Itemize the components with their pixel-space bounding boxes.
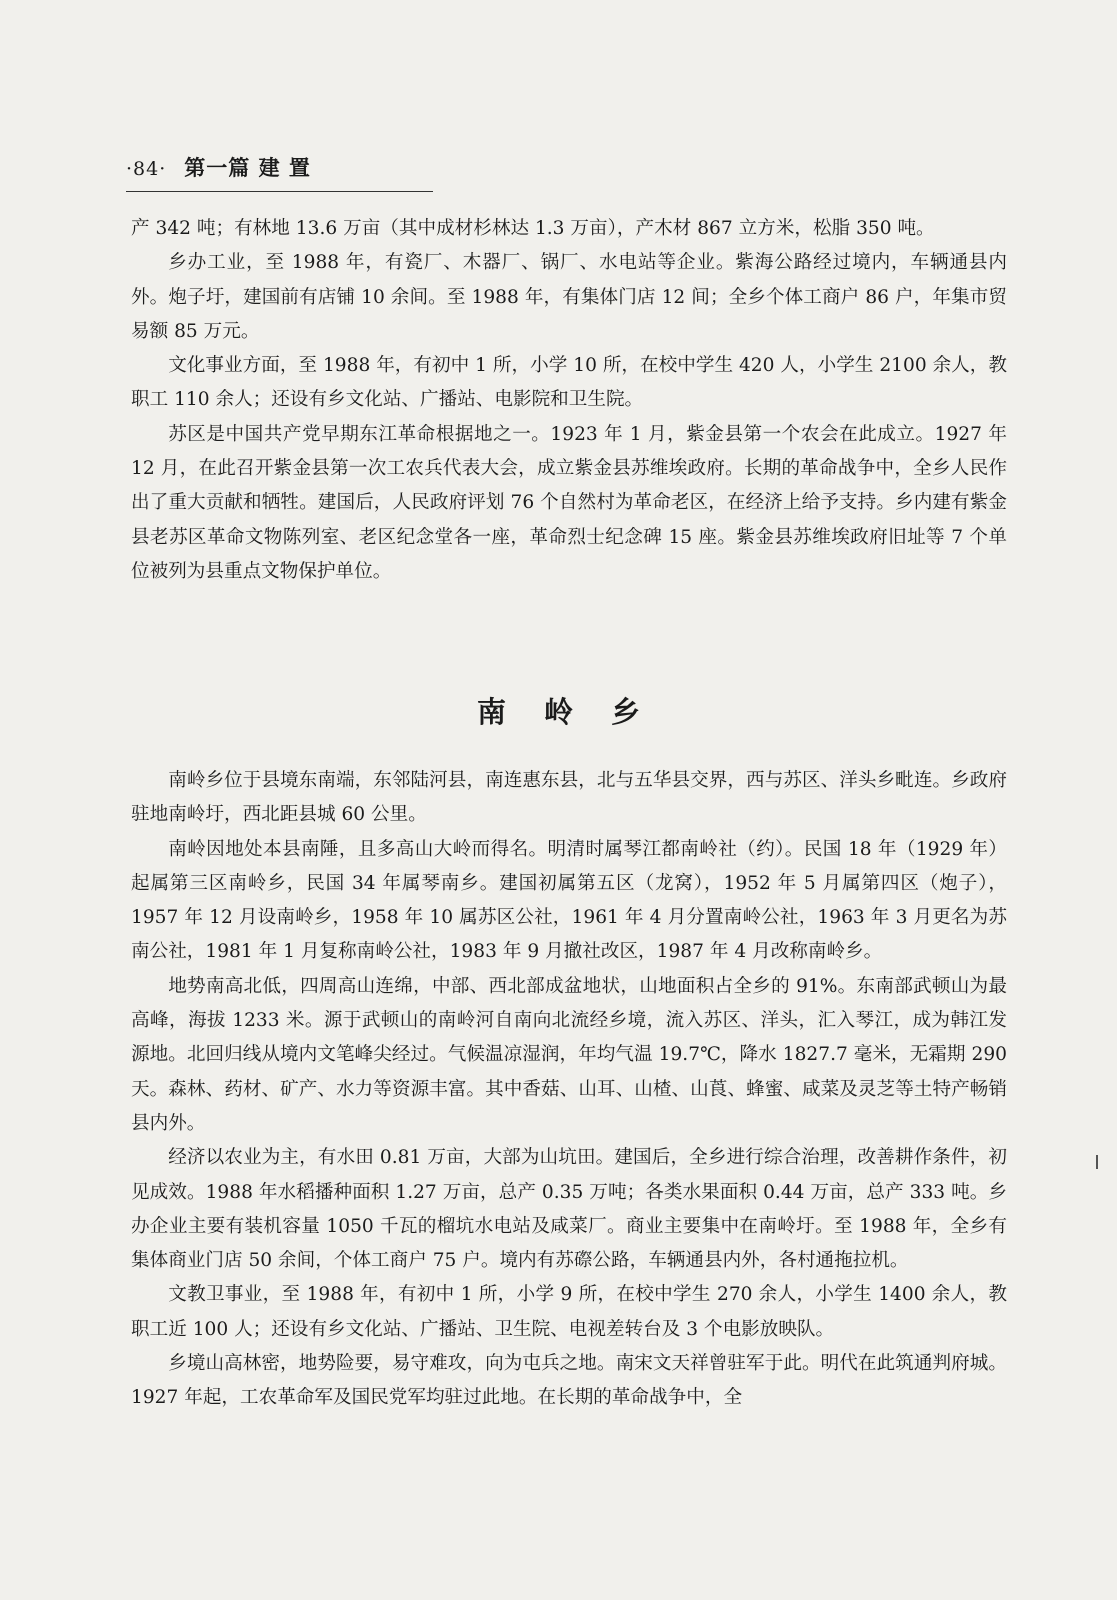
paragraph: 南岭乡位于县境东南端，东邻陆河县，南连惠东县，北与五华县交界，西与苏区、洋头乡毗连。乡政府驻地南岭圩，西北距县城 60 公里。	[131, 770, 1007, 826]
paragraph: 文教卫事业，至 1988 年，有初中 1 所，小学 9 所，在校中学生 270 余人，小学生 1400 余人，教职工近 100 人；还设有乡文化站、广播站、卫生院、电视差转台及 3 个电影放映队。	[131, 1284, 1007, 1340]
chapter-title: 第一篇 建 置	[184, 155, 311, 180]
paragraph: 苏区是中国共产党早期东江革命根据地之一。1923 年 1 月，紫金县第一个农会在此成立。1927 年 12 月，在此召开紫金县第一次工农兵代表大会，成立紫金县苏维埃政府。长期的革命战争中，全乡人民作出了重大贡献和牺牲。建国后，人民政府评划 76 个自然村为革命老区，在经济上给予支持。乡内建有紫金县老苏区革命文物陈列室、老区纪念堂各一座，革命烈士纪念碑 15 座。紫金县苏维埃政府旧址等 7 个单位被列为县重点文物保护单位。	[131, 423, 1007, 582]
running-header	[126, 152, 311, 182]
paragraph: 经济以农业为主，有水田 0.81 万亩，大部为山坑田。建国后，全乡进行综合治理，改善耕作条件，初见成效。1988 年水稻播种面积 1.27 万亩，总产 0.35 万吨；各类水果面积 0.44 万亩，总产 333 吨。乡办企业主要有装机容量 1050 千瓦的榴坑水电站及咸菜厂。商业主要集中在南岭圩。至 1988 年，全乡有集体商业门店 50 余间，个体工商户 75 户。境内有苏磜公路，车辆通县内外，各村通拖拉机。	[131, 1147, 1007, 1272]
paragraph: 乡境山高林密，地势险要，易守难攻，向为屯兵之地。南宋文天祥曾驻军于此。明代在此筑通判府城。1927 年起，工农革命军及国民党军均驻过此地。在长期的革命战争中，全	[131, 1353, 1007, 1409]
section-title: 南岭乡	[476, 695, 678, 729]
paragraph: 乡办工业，至 1988 年，有瓷厂、木器厂、锅厂、水电站等企业。紫海公路经过境内，车辆通县内外。炮子圩，建国前有店铺 10 余间。至 1988 年，有集体门店 12 间；全乡个体工商户 86 户，年集市贸易额 85 万元。	[131, 252, 1007, 342]
paragraph: 文化事业方面，至 1988 年，有初中 1 所，小学 10 所，在校中学生 420 人，小学生 2100 余人，教职工 110 余人；还设有乡文化站、广播站、电影院和卫生院。	[131, 355, 1007, 411]
section-body	[131, 764, 1007, 1416]
header-rule	[126, 191, 433, 192]
paragraph: 产 342 吨；有林地 13.6 万亩（其中成材杉林达 1.3 万亩），产木材 867 立方米，松脂 350 吨。	[131, 218, 935, 239]
paragraph: 南岭因地处本县南陲，且多高山大岭而得名。明清时属琴江都南岭社（约）。民国 18 年（1929 年）起属第三区南岭乡，民国 34 年属琴南乡。建国初属第五区（龙窝），1952 年 5 月属第四区（炮子），1957 年 12 月设南岭乡，1958 年 10 属苏区公社，1961 年 4 月分置南岭公社，1963 年 3 月更名为苏南公社，1981 年 1 月复称南岭公社，1983 年 9 月撤社改区，1987 年 4 月改称南岭乡。	[131, 838, 1007, 963]
continued-text	[131, 212, 1007, 589]
paragraph: 地势南高北低，四周高山连绵，中部、西北部成盆地状，山地面积占全乡的 91%。东南部武顿山为最高峰，海拔 1233 米。源于武顿山的南岭河自南向北流经乡境，流入苏区、洋头，汇入琴江，成为韩江发源地。北回归线从境内文笔峰尖经过。气候温凉湿润，年均气温 19.7℃，降水 1827.7 毫米，无霜期 290 天。森林、药材、矿产、水力等资源丰富。其中香菇、山耳、山楂、山莨、蜂蜜、咸菜及灵芝等土特产畅销县内外。	[131, 975, 1007, 1134]
scan-mark	[1096, 1155, 1098, 1169]
page-number: ·84·	[126, 158, 167, 180]
